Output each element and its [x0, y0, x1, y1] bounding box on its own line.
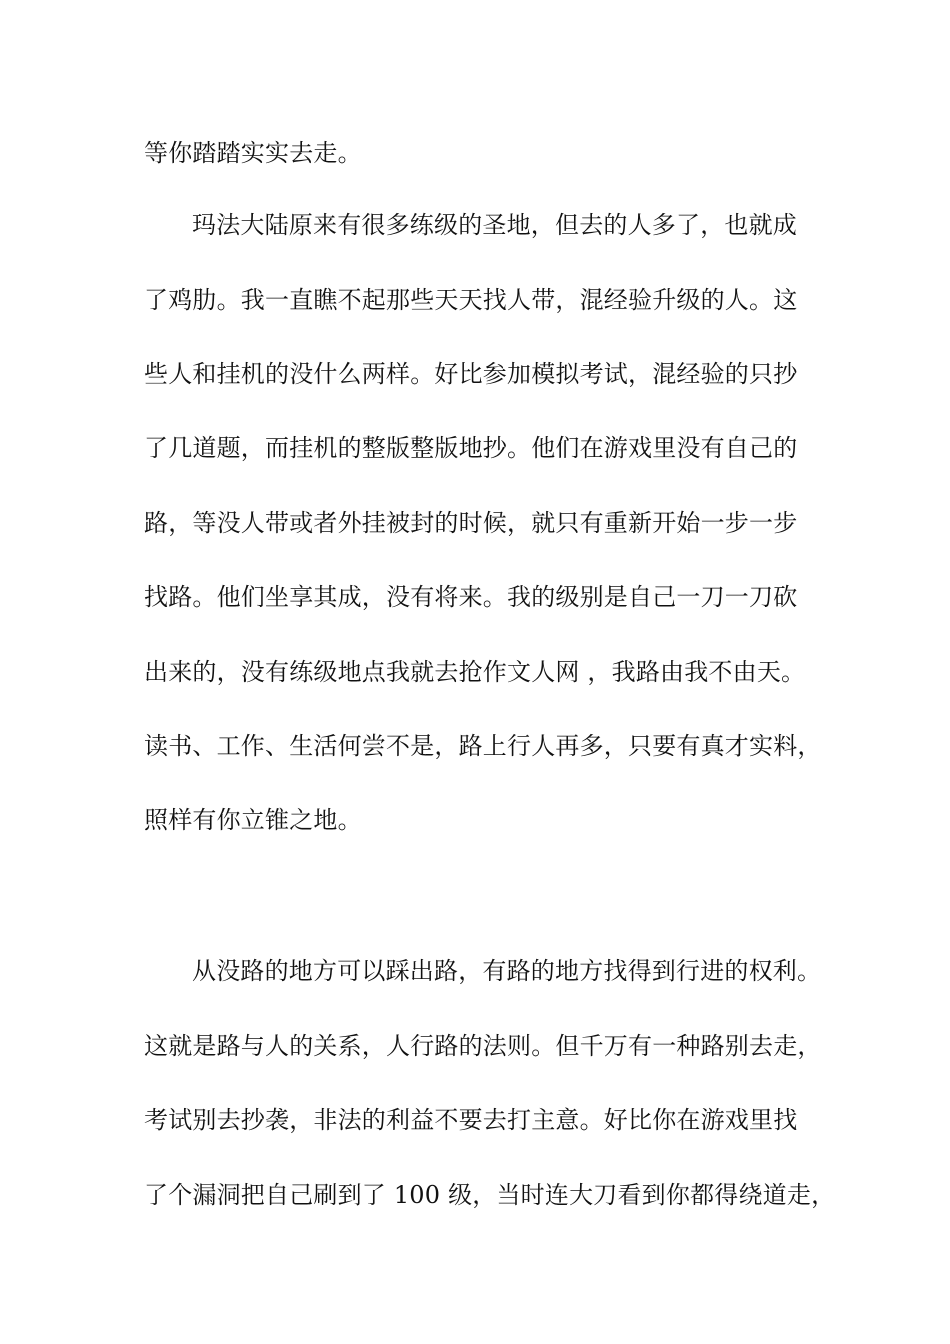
paragraph-3-line-2: 这就是路与人的关系，人行路的法则。但千万有一种路别去走，: [144, 1032, 822, 1060]
paragraph-2-line-2: 了鸡肋。我一直瞧不起那些天天找人带，混经验升级的人。这: [144, 286, 798, 314]
paragraph-2-line-8: 读书、工作、生活何尝不是，路上行人再多，只要有真才实料，: [144, 732, 822, 760]
paragraph-2-line-5: 路，等没人带或者外挂被封的时候，就只有重新开始一步一步: [144, 509, 798, 537]
paragraph-1-line-1: 等你踏踏实实去走。: [144, 139, 362, 167]
paragraph-3-line-4: 了个漏洞把自己刷到了 100 级，当时连大刀看到你都得绕道走，: [144, 1181, 836, 1209]
paragraph-3-line-3: 考试别去抄袭，非法的利益不要去打主意。好比你在游戏里找: [144, 1106, 798, 1134]
paragraph-2-line-6: 找路。他们坐享其成，没有将来。我的级别是自己一刀一刀砍: [144, 583, 798, 611]
paragraph-3-line-1: 从没路的地方可以踩出路，有路的地方找得到行进的权利。: [192, 957, 822, 985]
paragraph-2-line-9: 照样有你立锥之地。: [144, 806, 362, 834]
paragraph-2-line-7: 出来的，没有练级地点我就去抢作文人网 ，我路由我不由天。: [144, 658, 806, 686]
paragraph-2-line-3: 些人和挂机的没什么两样。好比参加模拟考试，混经验的只抄: [144, 360, 798, 388]
paragraph-2-line-1: 玛法大陆原来有很多练级的圣地，但去的人多了，也就成: [192, 211, 797, 239]
paragraph-2-line-4: 了几道题，而挂机的整版整版地抄。他们在游戏里没有自己的: [144, 434, 798, 462]
